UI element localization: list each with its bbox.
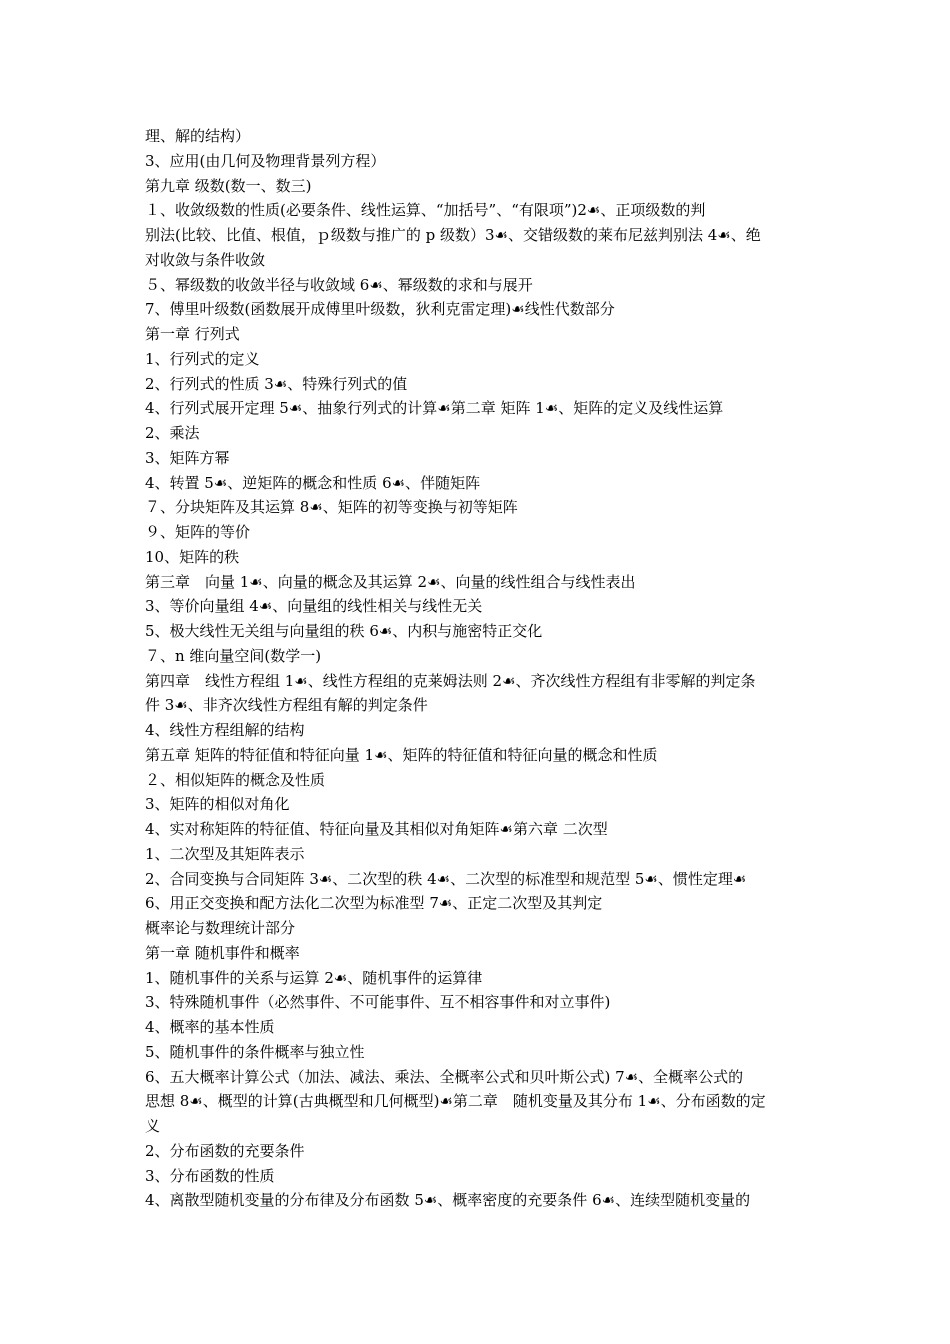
text-line: 2、合同变换与合同矩阵 3☙、二次型的秩 4☙、二次型的标准型和规范型 5☙、惯性定理☙ — [145, 869, 747, 888]
text-line: ２、相似矩阵的概念及性质 — [145, 770, 326, 789]
text-line: ７、n 维向量空间(数学一) — [145, 646, 322, 665]
text-line: 义 — [145, 1117, 161, 1135]
chapter-heading: 第五章 矩阵的特征值和特征向量 1☙、矩阵的特征值和特征向量的概念和性质 — [145, 745, 658, 764]
text-line: 件 3☙、非齐次线性方程组有解的判定条件 — [145, 696, 428, 715]
chapter-heading: 第一章 行列式 — [145, 325, 240, 343]
text-line: 6、用正交变换和配方法化二次型为标准型 7☙、正定二次型及其判定 — [145, 894, 603, 913]
text-line: 2、分布函数的充要条件 — [145, 1141, 305, 1160]
text-line: 5、极大线性无关组与向量组的秩 6☙、内积与施密特正交化 — [145, 622, 543, 640]
chapter-heading: 第一章 随机事件和概率 — [145, 943, 300, 962]
chapter-heading: 第九章 级数(数一、数三) — [145, 176, 312, 195]
text-line: 7、傅里叶级数(函数展开成傅里叶级数，狄利克雷定理)☙线性代数部分 — [145, 300, 615, 319]
text-line: 3、应用(由几何及物理背景列方程） — [145, 151, 386, 170]
text-line: 5、随机事件的条件概率与独立性 — [145, 1042, 365, 1061]
text-line: 2、乘法 — [145, 424, 200, 442]
text-line: 1、随机事件的关系与运算 2☙、随机事件的运算律 — [145, 968, 483, 987]
text-line: ５、幂级数的收敛半径与收敛域 6☙、幂级数的求和与展开 — [145, 275, 533, 294]
text-line: 4、转置 5☙、逆矩阵的概念和性质 6☙、伴随矩阵 — [145, 473, 481, 492]
text-line: 3、分布函数的性质 — [145, 1166, 275, 1185]
chapter-heading: 第四章 线性方程组 1☙、线性方程组的克莱姆法则 2☙、齐次线性方程组有非零解的判定条 — [145, 671, 756, 690]
text-line: 1、行列式的定义 — [145, 349, 260, 368]
text-line: 3、矩阵方幂 — [145, 448, 230, 467]
text-line: 6、五大概率计算公式（加法、减法、乘法、全概率公式和贝叶斯公式) 7☙、全概率公式的 — [145, 1067, 744, 1086]
text-line: 4、离散型随机变量的分布律及分布函数 5☙、概率密度的充要条件 6☙、连续型随机变量的 — [145, 1191, 751, 1210]
text-line: 理、解的结构） — [145, 127, 251, 145]
text-line: 2、行列式的性质 3☙、特殊行列式的值 — [145, 374, 408, 393]
text-line: 3、矩阵的相似对角化 — [145, 795, 290, 814]
text-line: 4、行列式展开定理 5☙、抽象行列式的计算☙第二章 矩阵 1☙、矩阵的定义及线性运算 — [145, 399, 724, 418]
text-line: ７、分块矩阵及其运算 8☙、矩阵的初等变换与初等矩阵 — [145, 498, 518, 517]
text-line: 4、实对称矩阵的特征值、特征向量及其相似对角矩阵☙第六章 二次型 — [145, 820, 608, 838]
document-text-body — [145, 124, 810, 1213]
chapter-heading: 第三章 向量 1☙、向量的概念及其运算 2☙、向量的线性组合与线性表出 — [145, 572, 636, 591]
text-line: 4、概率的基本性质 — [145, 1018, 275, 1036]
text-line: 思想 8☙、概型的计算(古典概型和几何概型)☙第二章 随机变量及其分布 1☙、分布函数的定 — [145, 1092, 766, 1111]
section-heading: 概率论与数理统计部分 — [145, 919, 296, 937]
text-line: 4、线性方程组解的结构 — [145, 721, 305, 739]
text-line: 3、特殊随机事件（必然事件、不可能事件、互不相容事件和对立事件) — [145, 993, 611, 1012]
text-line: 1、二次型及其矩阵表示 — [145, 844, 305, 863]
text-line: 3、等价向量组 4☙、向量组的线性相关与线性无关 — [145, 597, 483, 616]
text-line: 10、矩阵的秩 — [145, 547, 240, 566]
text-line: ９、矩阵的等价 — [145, 523, 251, 541]
text-line: 对收敛与条件收敛 — [145, 250, 266, 269]
text-line: １、收敛级数的性质(必要条件、线性运算、“加括号”、“有限项”)2☙、正项级数的判 — [145, 201, 706, 220]
text-line: 别法(比较、比值、根值，ｐ级数与推广的 p 级数）3☙、交错级数的莱布尼兹判别法 4☙、绝 — [145, 226, 761, 244]
